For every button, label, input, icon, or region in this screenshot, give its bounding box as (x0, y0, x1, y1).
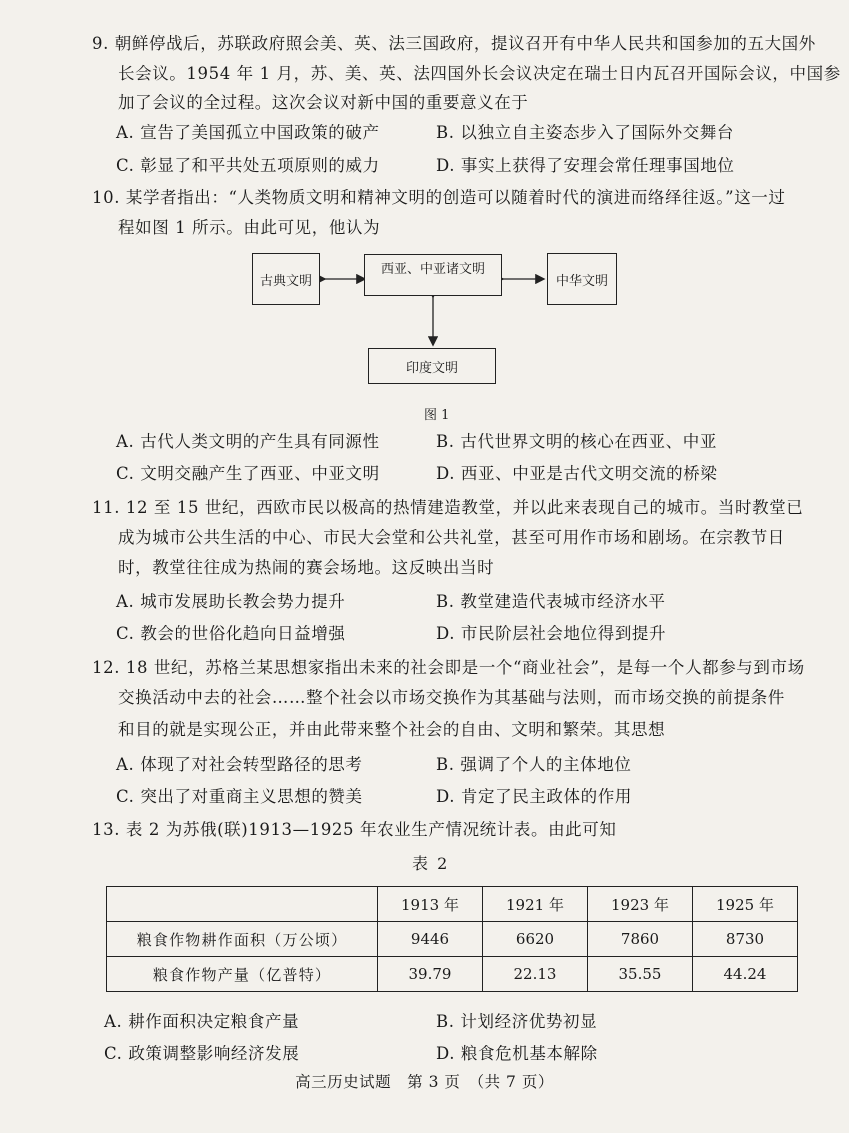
table-cell: 9446 (378, 922, 483, 957)
table-header-row (107, 887, 798, 922)
q12-line-3: 和目的就是实现公正，并由此带来整个社会的自由、文明和繁荣。其思想 (118, 720, 666, 739)
q12-option-c: C. 突出了对重商主义思想的赞美 (116, 787, 363, 806)
q9-option-a: A. 宣告了美国孤立中国政策的破产 (116, 123, 380, 142)
table-cell: 7860 (588, 922, 693, 957)
table-cell: 44.24 (693, 957, 798, 992)
q10-option-d: D. 西亚、中亚是古代文明交流的桥梁 (436, 464, 718, 483)
q9-option-b: B. 以独立自主姿态步入了国际外交舞台 (436, 123, 735, 142)
q13-option-d: D. 粮食危机基本解除 (436, 1044, 598, 1063)
table-row-label: 粮食作物耕作面积（万公顷） (107, 922, 378, 957)
q11-option-c: C. 教会的世俗化趋向日益增强 (116, 624, 346, 643)
q11-option-a: A. 城市发展助长教会势力提升 (116, 592, 346, 611)
q9-line-2: 长会议。1954 年 1 月，苏、美、英、法四国外长会议决定在瑞士日内瓦召开国际会议，中国参 (118, 64, 841, 83)
table-row-label: 粮食作物产量（亿普特） (107, 957, 378, 992)
q12-option-b: B. 强调了个人的主体地位 (436, 755, 632, 774)
table-corner-cell (107, 887, 378, 922)
q11-option-d: D. 市民阶层社会地位得到提升 (436, 624, 667, 643)
q13-option-c: C. 政策调整影响经济发展 (104, 1044, 300, 1063)
civilization-diagram (240, 246, 630, 394)
table-cell: 6620 (483, 922, 588, 957)
page-footer: 高三历史试题 第 3 页 （共 7 页） (295, 1073, 554, 1091)
q10-option-b: B. 古代世界文明的核心在西亚、中亚 (436, 432, 717, 451)
box-indian: 印度文明 (368, 348, 496, 384)
table-row (107, 957, 798, 992)
table-title: 表 2 (412, 854, 450, 873)
agriculture-table (106, 886, 798, 992)
box-chinese: 中华文明 (547, 253, 617, 305)
q10-option-a: A. 古代人类文明的产生具有同源性 (116, 432, 380, 451)
q13-option-a: A. 耕作面积决定粮食产量 (104, 1012, 300, 1031)
q11-line-3: 时，教堂往往成为热闹的赛会场地。这反映出当时 (118, 558, 495, 577)
q12-option-a: A. 体现了对社会转型路径的思考 (116, 755, 363, 774)
q10-line-1: 10. 某学者指出：“人类物质文明和精神文明的创造可以随着时代的演进而络绎往返。”这一过 (92, 188, 786, 207)
q9-option-c: C. 彰显了和平共处五项原则的威力 (116, 156, 380, 175)
q12-line-1: 12. 18 世纪，苏格兰某思想家指出未来的社会即是一个“商业社会”，是每一个人都参与到市场 (92, 658, 805, 677)
box-west-central-asia: 西亚、中亚诸文明 (364, 254, 502, 296)
table-cell: 8730 (693, 922, 798, 957)
table-row (107, 922, 798, 957)
q13-line-1: 13. 表 2 为苏俄(联)1913—1925 年农业生产情况统计表。由此可知 (92, 820, 617, 839)
q11-line-1: 11. 12 至 15 世纪，西欧市民以极高的热情建造教堂，并以此来表现自己的城市。当时教堂已 (92, 498, 804, 517)
box-classical: 古典文明 (252, 253, 320, 305)
q9-option-d: D. 事实上获得了安理会常任理事国地位 (436, 156, 735, 175)
table-year-cell: 1921 年 (483, 887, 588, 922)
table-cell: 35.55 (588, 957, 693, 992)
q11-line-2: 成为城市公共生活的中心、市民大会堂和公共礼堂，甚至可用作市场和剧场。在宗教节日 (118, 528, 785, 547)
q12-line-2: 交换活动中去的社会……整个社会以市场交换作为其基础与法则，而市场交换的前提条件 (118, 688, 785, 707)
q11-option-b: B. 教堂建造代表城市经济水平 (436, 592, 666, 611)
table-cell: 39.79 (378, 957, 483, 992)
q10-line-2: 程如图 1 所示。由此可见，他认为 (118, 218, 381, 237)
figure-caption: 图 1 (424, 408, 450, 423)
table-year-cell: 1913 年 (378, 887, 483, 922)
table-year-cell: 1923 年 (588, 887, 693, 922)
table-year-cell: 1925 年 (693, 887, 798, 922)
table-cell: 22.13 (483, 957, 588, 992)
q13-option-b: B. 计划经济优势初显 (436, 1012, 598, 1031)
q9-line-1: 9. 朝鲜停战后，苏联政府照会美、英、法三国政府，提议召开有中华人民共和国参加的五大国外 (92, 34, 816, 53)
q9-line-3: 加了会议的全过程。这次会议对新中国的重要意义在于 (118, 93, 529, 112)
q10-option-c: C. 文明交融产生了西亚、中亚文明 (116, 464, 380, 483)
q12-option-d: D. 肯定了民主政体的作用 (436, 787, 632, 806)
